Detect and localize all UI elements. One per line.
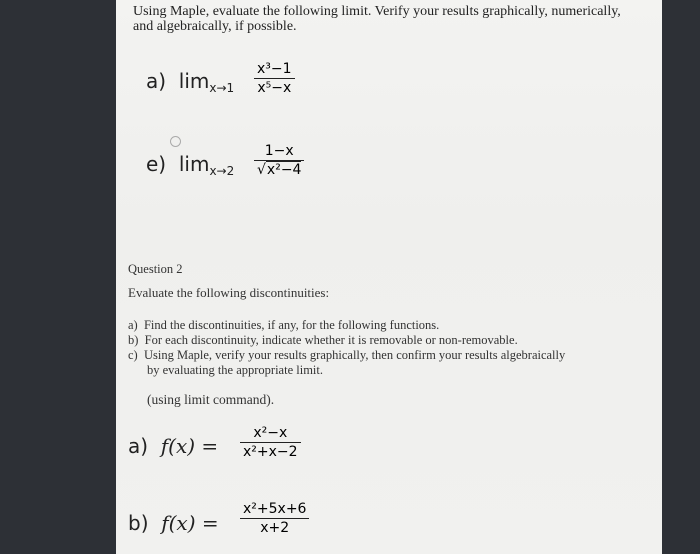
limit-a-sub: x→1	[209, 81, 235, 95]
intro-line-1: Using Maple, evaluate the following limit. Verify your results graphically, numerically,	[133, 4, 621, 19]
question2-title: Question 2	[128, 262, 183, 276]
question2-note: (using limit command).	[147, 392, 275, 407]
limit-a-denominator: x⁵−x	[257, 80, 292, 96]
limit-e-label: e)	[146, 152, 167, 176]
item-b-marker: b)	[128, 333, 139, 347]
limit-a-fraction	[254, 60, 295, 97]
limit-a-lim: lim	[178, 69, 210, 93]
function-a-denominator: x²+x−2	[243, 444, 298, 460]
function-a-label: a)	[128, 434, 149, 458]
item-c-marker: c)	[128, 348, 138, 362]
function-a-fraction	[240, 424, 301, 461]
function-b	[128, 511, 219, 535]
intro-line-2: and algebraically, if possible.	[133, 19, 297, 34]
item-a-text: Find the discontinuities, if any, for the following functions.	[143, 318, 440, 332]
function-b-denominator: x+2	[260, 520, 290, 536]
question2-item-c	[128, 348, 565, 363]
limit-e	[146, 152, 234, 178]
question2-item-a	[128, 318, 439, 333]
function-b-fraction	[240, 500, 309, 537]
limit-e-denominator: x²−4	[266, 162, 302, 178]
limit-a-numerator: x³−1	[254, 60, 295, 79]
limit-e-denominator-wrap: √x²−4	[257, 162, 302, 178]
circle-mark	[170, 136, 181, 147]
limit-a	[146, 69, 234, 95]
item-b-text: For each discontinuity, indicate whether it is removable or non-removable.	[144, 333, 518, 347]
limit-e-lim: lim	[178, 152, 210, 176]
limit-e-numerator: 1−x	[254, 142, 304, 161]
document-page	[116, 0, 662, 554]
question2-item-c-cont: by evaluating the appropriate limit.	[147, 363, 323, 377]
limit-e-fraction	[254, 142, 304, 179]
item-a-marker: a)	[128, 318, 138, 332]
item-c-text: Using Maple, verify your results graphically, then confirm your results algebraically	[143, 348, 566, 362]
function-b-numerator: x²+5x+6	[240, 500, 309, 519]
limit-a-label: a)	[146, 69, 167, 93]
function-b-label: b)	[128, 511, 149, 535]
question2-item-b	[128, 333, 518, 348]
function-a	[128, 434, 218, 458]
function-a-lhs: f(x) =	[160, 434, 219, 458]
function-b-lhs: f(x) =	[161, 511, 219, 535]
limit-e-sub: x→2	[209, 164, 235, 178]
question2-prompt: Evaluate the following discontinuities:	[128, 285, 330, 300]
function-a-numerator: x²−x	[240, 424, 301, 443]
